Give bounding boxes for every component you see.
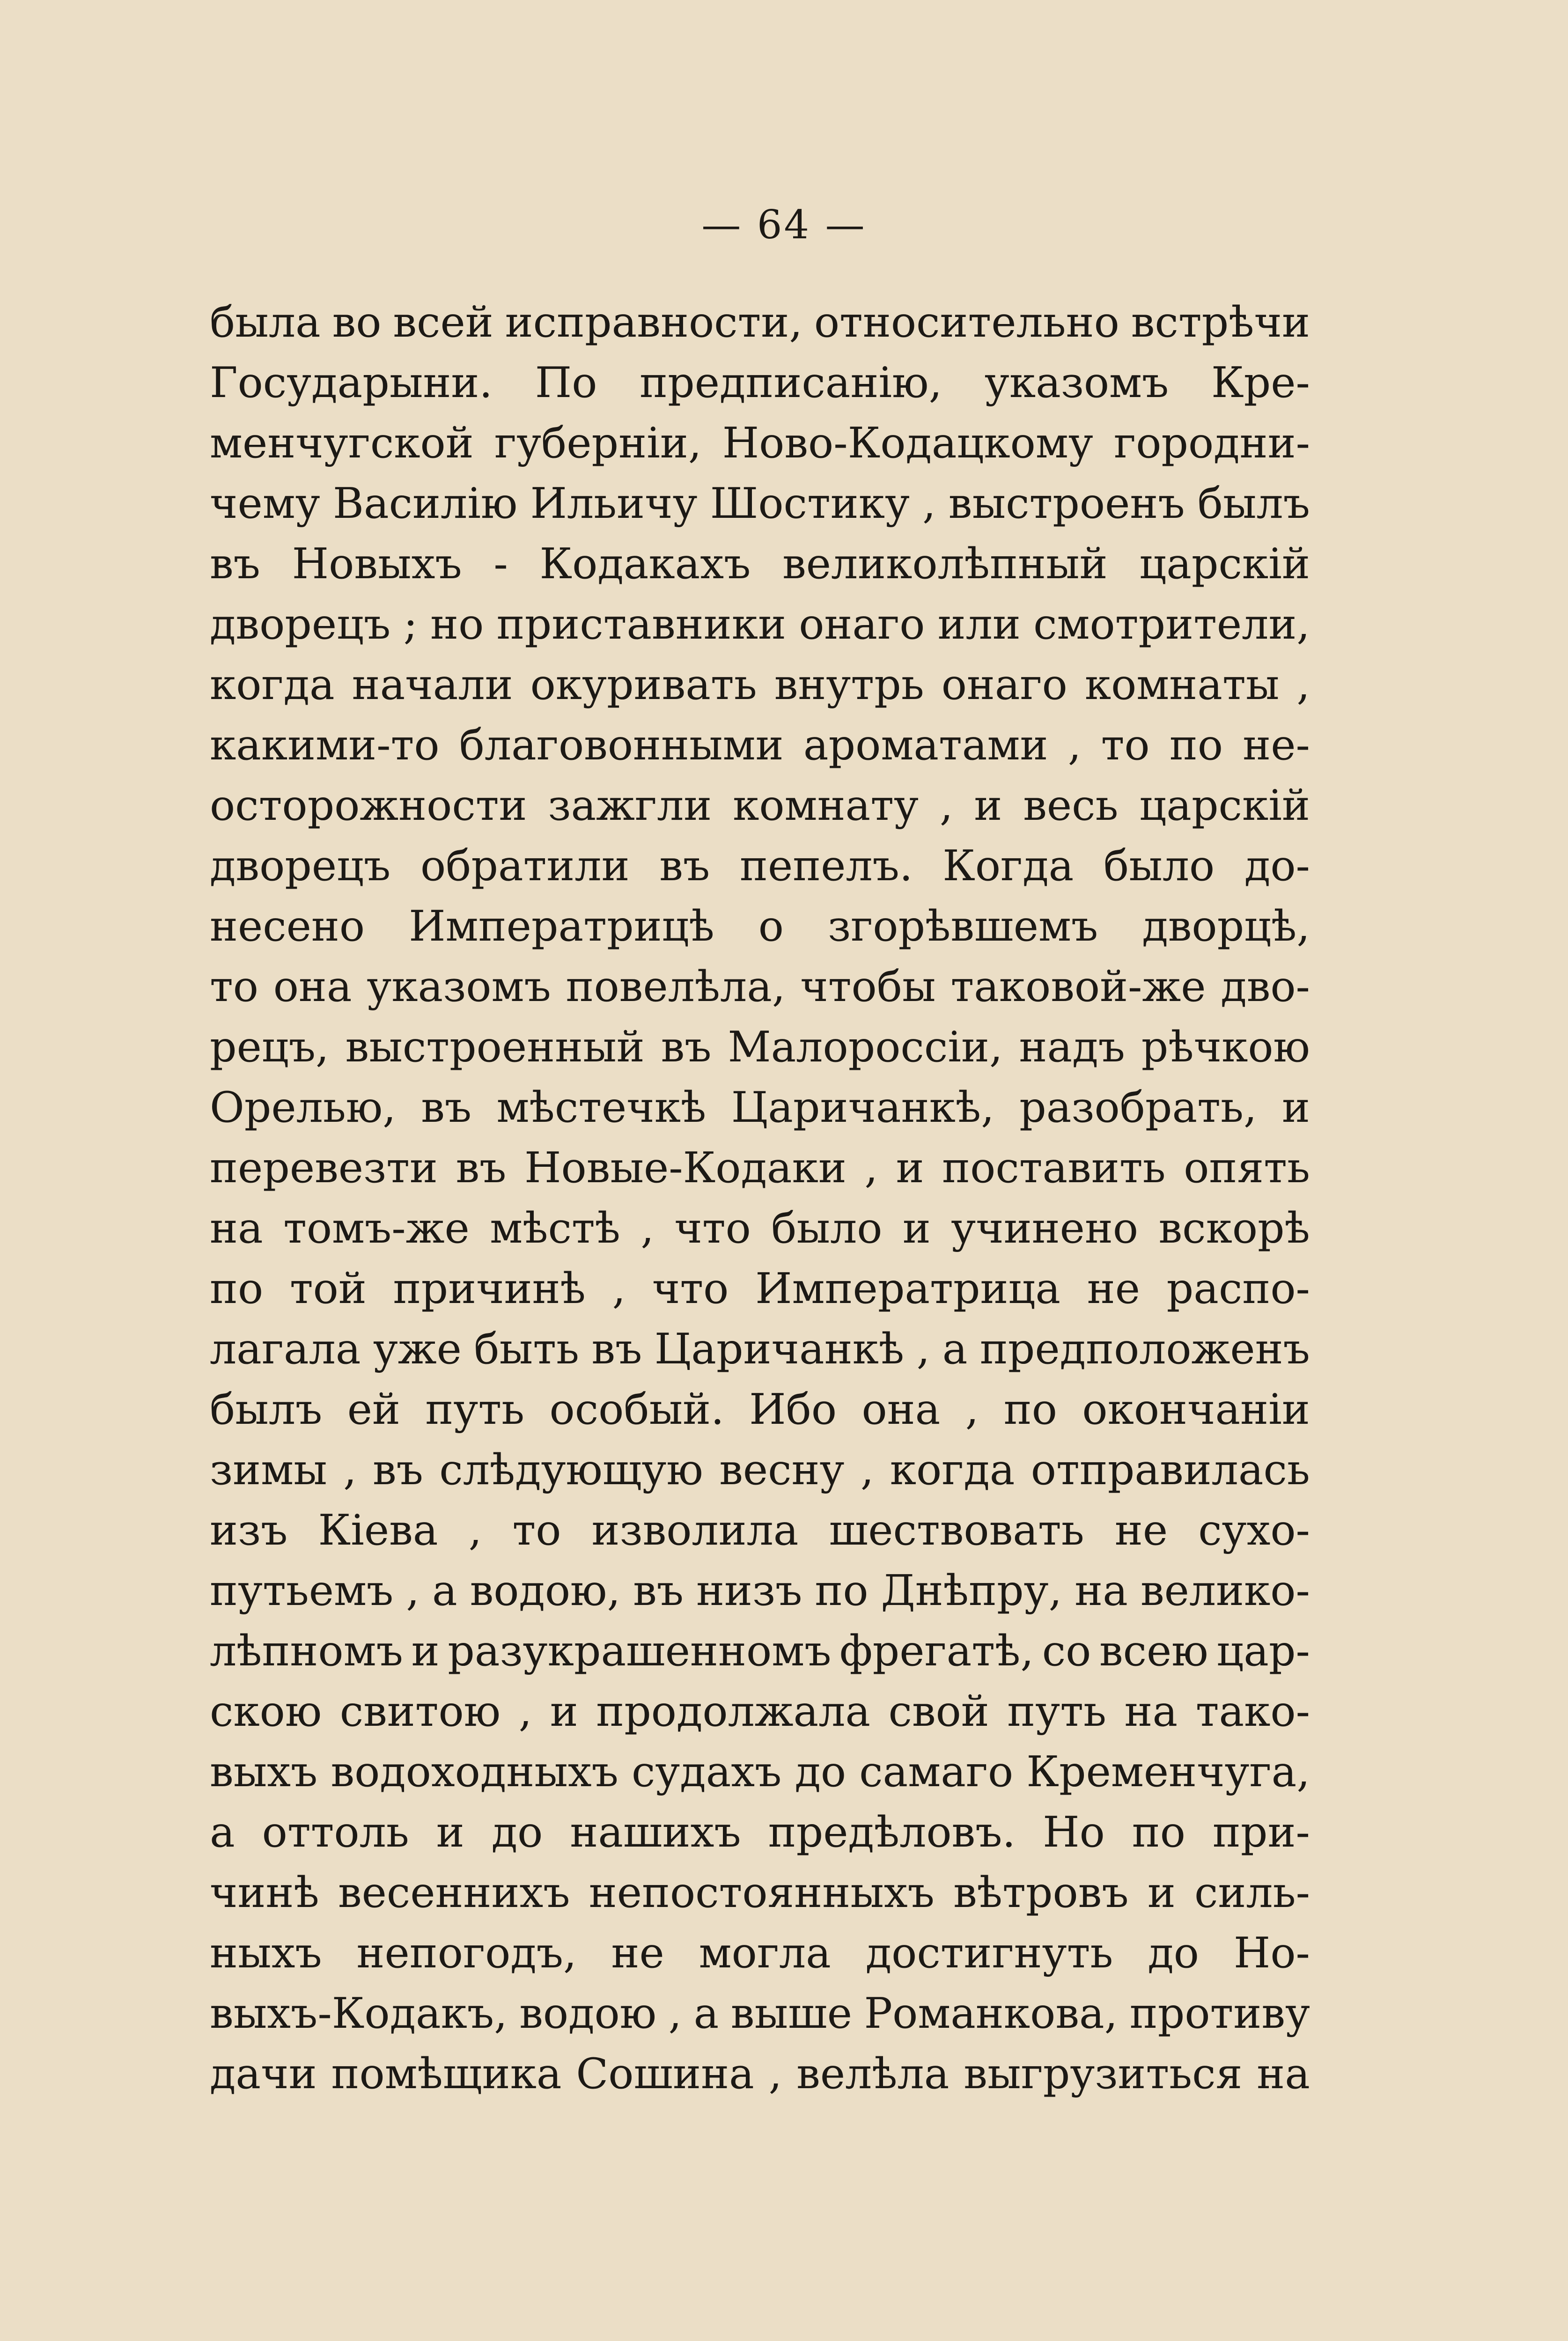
word: ,	[864, 1143, 878, 1193]
word: и	[550, 1687, 578, 1736]
word: великолѣпный	[782, 539, 1108, 589]
text-line	[210, 1319, 1310, 1379]
word: и	[902, 1204, 931, 1253]
word: дачи	[210, 2049, 317, 2098]
text-line	[210, 1561, 1310, 1621]
text-line	[210, 1259, 1310, 1319]
word: она	[273, 962, 352, 1011]
word: дворцѣ,	[1142, 902, 1310, 951]
word: уже	[373, 1325, 462, 1374]
word: Ново-Кодацкому	[722, 419, 1093, 468]
word: учинено	[951, 1204, 1139, 1253]
word: ,	[922, 479, 936, 528]
word: нашихъ	[570, 1808, 741, 1857]
word: Ильичу	[530, 479, 698, 528]
word: когда	[210, 660, 335, 709]
word: дворецъ	[210, 600, 391, 649]
word: выстроенъ	[948, 479, 1185, 528]
word: окуривать	[530, 660, 757, 709]
word: разукрашенномъ	[448, 1627, 832, 1676]
text-line	[210, 1198, 1310, 1259]
text-line	[210, 1862, 1310, 1923]
word: ;	[403, 600, 418, 649]
text-line	[210, 836, 1310, 896]
word: выстроенный	[345, 1023, 645, 1072]
word: царскій	[1139, 781, 1310, 830]
text-line	[210, 896, 1310, 957]
word: внутрь	[774, 660, 924, 709]
word: сухо-	[1198, 1506, 1310, 1555]
word: путь	[425, 1385, 525, 1434]
word: то	[512, 1506, 561, 1555]
word: во	[332, 298, 382, 347]
word: ,	[640, 1204, 654, 1253]
word: но	[430, 600, 484, 649]
word: непостоянныхъ	[589, 1868, 935, 1917]
word: ,	[343, 1445, 357, 1494]
word: предположенъ	[979, 1325, 1310, 1374]
word: по	[815, 1566, 869, 1615]
word: оттоль	[262, 1808, 409, 1857]
word: чинѣ	[210, 1868, 319, 1917]
word: благовонными	[459, 721, 784, 770]
word: было	[1104, 841, 1215, 891]
text-line	[210, 1138, 1310, 1198]
word: продолжала	[596, 1687, 871, 1736]
word: и	[974, 781, 1002, 830]
word: свитою	[339, 1687, 501, 1736]
word: Орелью,	[210, 1083, 396, 1132]
word: ,	[518, 1687, 532, 1736]
word: разобрать,	[1019, 1083, 1257, 1132]
word: вѣтровъ	[953, 1868, 1129, 1917]
word: указомъ	[984, 358, 1169, 407]
word: Императрица	[755, 1264, 1061, 1313]
text-line	[210, 2044, 1310, 2104]
word: ароматами	[803, 721, 1048, 770]
word: ,	[860, 1445, 874, 1494]
word: на	[210, 1204, 263, 1253]
text-line	[210, 775, 1310, 836]
word: а	[693, 1989, 719, 2038]
word: изволила	[591, 1506, 799, 1555]
word: ,	[1296, 660, 1310, 709]
word: и	[896, 1143, 924, 1193]
text-line	[210, 655, 1310, 715]
word: онаго	[799, 600, 925, 649]
word: згорѣвшемъ	[828, 902, 1098, 951]
word: комнату	[733, 781, 919, 830]
word: въ	[421, 1083, 472, 1132]
word: тако-	[1195, 1687, 1310, 1736]
word: и	[1281, 1083, 1310, 1132]
word: надъ	[1019, 1023, 1125, 1072]
text-line	[210, 957, 1310, 1017]
word: Но-	[1233, 1929, 1310, 1978]
word: слѣдующую	[439, 1445, 703, 1494]
word: Ибо	[749, 1385, 837, 1434]
word: свой	[888, 1687, 989, 1736]
word: до-	[1244, 841, 1310, 891]
text-line	[210, 1379, 1310, 1440]
word: чему	[210, 479, 320, 528]
word: въ	[633, 1566, 684, 1615]
word: водою,	[470, 1566, 621, 1615]
text-line	[210, 413, 1310, 473]
word: Но	[1043, 1808, 1105, 1857]
word: на	[1124, 1687, 1178, 1736]
word: цар-	[1216, 1627, 1310, 1676]
word: ,	[468, 1506, 482, 1555]
word: ,	[916, 1325, 930, 1374]
word: былъ	[1197, 479, 1310, 528]
word: шествовать	[829, 1506, 1084, 1555]
word: рѣчкою	[1141, 1023, 1310, 1072]
word: она	[861, 1385, 941, 1434]
word: предѣловъ.	[768, 1808, 1016, 1857]
word: томъ-же	[283, 1204, 470, 1253]
word: рецъ,	[210, 1023, 329, 1072]
text-line	[210, 594, 1310, 655]
word: а	[942, 1325, 968, 1374]
text-line	[210, 1742, 1310, 1802]
word: мѣстечкѣ	[496, 1083, 707, 1132]
word: была	[210, 298, 321, 347]
word: до	[491, 1808, 543, 1857]
word: весеннихъ	[338, 1868, 570, 1917]
word: по	[1003, 1385, 1057, 1434]
word: со	[1042, 1627, 1091, 1676]
word: а	[432, 1566, 457, 1615]
word: что	[674, 1204, 751, 1253]
word: не	[1087, 1264, 1140, 1313]
word: ей	[347, 1385, 400, 1434]
word: ,	[668, 1989, 682, 2038]
text-line	[210, 1923, 1310, 1983]
text-line	[210, 1077, 1310, 1138]
word: непогодъ,	[356, 1929, 577, 1978]
word: низъ	[696, 1566, 802, 1615]
word: Кодакахъ	[539, 539, 751, 589]
word: не-	[1243, 721, 1310, 770]
word: зажгли	[548, 781, 712, 830]
word: всею	[1099, 1627, 1208, 1676]
word: отправилась	[1031, 1445, 1310, 1494]
word: причинѣ	[393, 1264, 586, 1313]
word: окончаніи	[1082, 1385, 1310, 1434]
word: поставить	[942, 1143, 1166, 1193]
text-line	[210, 473, 1310, 534]
word: противу	[1129, 1989, 1310, 2038]
word: менчугской	[210, 419, 474, 468]
word: дворецъ	[210, 841, 391, 891]
word: былъ	[210, 1385, 323, 1434]
word: не	[1114, 1506, 1168, 1555]
word: когда	[890, 1445, 1015, 1494]
word: комнаты	[1084, 660, 1280, 709]
word: выхъ-Кодакъ,	[210, 1989, 508, 2038]
word: Романкова,	[864, 1989, 1118, 2038]
word: по	[1132, 1808, 1185, 1857]
word: скою	[210, 1687, 322, 1736]
word: то	[210, 962, 258, 1011]
word: не	[611, 1929, 664, 1978]
word: Новые-Кодаки	[524, 1143, 847, 1193]
word: Государыни.	[210, 358, 493, 407]
word: и	[411, 1627, 440, 1676]
word: опять	[1184, 1143, 1310, 1193]
word: о	[758, 902, 784, 951]
word: особый.	[549, 1385, 724, 1434]
word: выхъ	[210, 1747, 318, 1796]
word: По	[535, 358, 597, 407]
body-text	[210, 292, 1310, 2104]
word: -	[493, 539, 508, 589]
word: въ	[661, 1023, 712, 1072]
word: до	[1148, 1929, 1199, 1978]
text-line	[210, 534, 1310, 594]
word: на	[1257, 2049, 1310, 2098]
word: выгрузиться	[964, 2049, 1243, 2098]
page-number: — 64 —	[701, 202, 867, 248]
text-line	[210, 1802, 1310, 1862]
word: Царичанкѣ	[654, 1325, 905, 1374]
word: Кременчуга,	[1026, 1747, 1310, 1796]
word: и	[1147, 1868, 1176, 1917]
word: смотрители,	[1033, 600, 1310, 649]
word: Шостику	[710, 479, 910, 528]
word: относительно	[814, 298, 1119, 347]
word: то	[1101, 721, 1150, 770]
word: повелѣла,	[566, 962, 786, 1011]
word: зимы	[210, 1445, 327, 1494]
word: въ	[210, 539, 260, 589]
word: Новыхъ	[292, 539, 462, 589]
word: ,	[406, 1566, 420, 1615]
word: могла	[699, 1929, 831, 1978]
word: въ	[373, 1445, 423, 1494]
word: чтобы	[800, 962, 936, 1011]
word: ,	[1067, 721, 1082, 770]
word: распо-	[1166, 1264, 1310, 1313]
word: изъ	[210, 1506, 288, 1555]
word: вскорѣ	[1158, 1204, 1310, 1253]
word: фрегатѣ,	[839, 1627, 1034, 1676]
word: встрѣчи	[1131, 298, 1310, 347]
word: путь	[1007, 1687, 1107, 1736]
word: таковой-же	[950, 962, 1206, 1011]
word: ,	[612, 1264, 626, 1313]
word: лагала	[210, 1325, 361, 1374]
word: путьемъ	[210, 1566, 394, 1615]
word: всей	[393, 298, 493, 347]
word: по	[210, 1264, 264, 1313]
word: указомъ	[367, 962, 551, 1011]
word: Когда	[942, 841, 1074, 891]
word: при-	[1212, 1808, 1310, 1857]
word: Василію	[332, 479, 518, 528]
word: судахъ	[631, 1747, 782, 1796]
word: начали	[352, 660, 513, 709]
word: Императрицѣ	[409, 902, 714, 951]
word: Сошина	[576, 2049, 754, 2098]
word: или	[937, 600, 1021, 649]
text-line	[210, 1621, 1310, 1681]
word: приставники	[496, 600, 786, 649]
text-line	[210, 353, 1310, 413]
word: осторожности	[210, 781, 527, 830]
text-line	[210, 1983, 1310, 2044]
word: до	[795, 1747, 847, 1796]
word: предписанію,	[640, 358, 942, 407]
word: быть	[474, 1325, 579, 1374]
word: помѣщика	[331, 2049, 562, 2098]
word: ,	[965, 1385, 979, 1434]
word: достигнуть	[865, 1929, 1113, 1978]
word: дво-	[1221, 962, 1310, 1011]
word: въ	[456, 1143, 507, 1193]
word: царскій	[1139, 539, 1310, 589]
text-line	[210, 1500, 1310, 1561]
word: водою	[519, 1989, 657, 2038]
text-line	[210, 292, 1310, 353]
word: лѣпномъ	[210, 1627, 403, 1676]
word: Малороссіи,	[728, 1023, 1003, 1072]
word: той	[289, 1264, 367, 1313]
word: мѣстѣ	[490, 1204, 620, 1253]
word: какими-то	[210, 721, 440, 770]
word: самаго	[859, 1747, 1014, 1796]
word: а	[210, 1808, 235, 1857]
word: Кіева	[318, 1506, 438, 1555]
word: несено	[210, 902, 365, 951]
text-line	[210, 1681, 1310, 1742]
word: ,	[768, 2049, 782, 2098]
text-line	[210, 1440, 1310, 1500]
text-line	[210, 715, 1310, 775]
word: и	[436, 1808, 464, 1857]
word: онаго	[941, 660, 1067, 709]
word: велѣла	[796, 2049, 950, 2098]
word: весь	[1023, 781, 1119, 830]
word: пепелъ.	[739, 841, 913, 891]
text-line	[210, 1017, 1310, 1077]
word: выше	[730, 1989, 853, 2038]
word: въ	[659, 841, 710, 891]
word: было	[771, 1204, 883, 1253]
word: на	[1075, 1566, 1128, 1615]
word: водоходныхъ	[331, 1747, 618, 1796]
word: ныхъ	[210, 1929, 322, 1978]
word: что	[652, 1264, 729, 1313]
word: Днѣпру,	[881, 1566, 1062, 1615]
word: обратили	[420, 841, 630, 891]
word: исправности,	[505, 298, 802, 347]
word: городни-	[1114, 419, 1310, 468]
word: губерніи,	[494, 419, 702, 468]
word: въ	[591, 1325, 642, 1374]
word: перевезти	[210, 1143, 438, 1193]
word: по	[1169, 721, 1223, 770]
word: Кре-	[1211, 358, 1310, 407]
word: силь-	[1194, 1868, 1310, 1917]
word: ,	[939, 781, 953, 830]
word: Царичанкѣ,	[731, 1083, 994, 1132]
word: весну	[719, 1445, 845, 1494]
word: велико-	[1140, 1566, 1310, 1615]
